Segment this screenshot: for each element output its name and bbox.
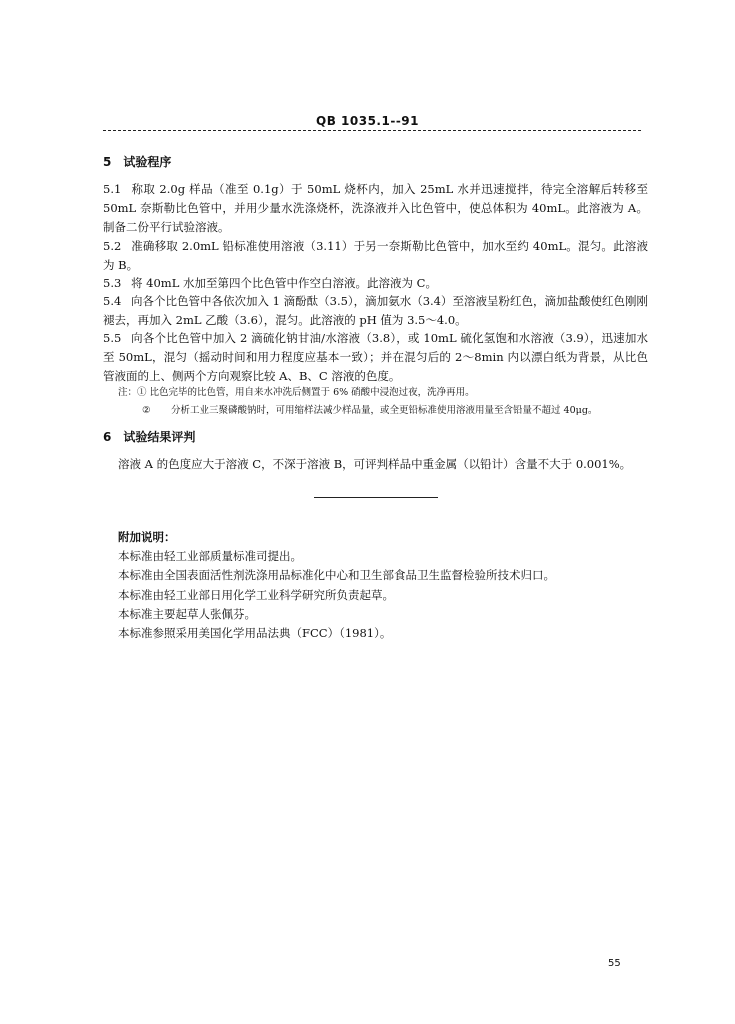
clause-number: 5.2 [103,239,122,253]
standard-code: QB 1035.1--91 [316,114,419,128]
note-1 [118,384,628,402]
note-label: ② [142,405,151,416]
additional-line: 本标准由轻工业部质量标准司提出。 [118,549,302,564]
clause-5-5 [103,329,648,386]
clause-text: 向各个比色管中加入 2 滴硫化钠甘油/水溶液（3.8），或 10mL 硫化氢饱和水溶液（3.9），迅速加水至 50mL，混匀（摇动时间和用力程度应基本一致）；并在混匀后的 2～8min 内以漂白纸为背景，从比色管液面的上、侧两个方向观察比较 A、B、C 溶液的色度。 [103,331,648,383]
additional-line: 本标准主要起草人张佩芬。 [118,606,256,621]
clause-text: 准确移取 2.0mL 铅标准使用溶液（3.11）于另一奈斯勒比色管中，加水至约 40mL。混匀。此溶液为 B。 [103,239,648,272]
clause-5-3 [103,274,648,293]
header-divider [103,130,641,131]
clause-number: 5.3 [103,276,122,290]
section-6-heading: 6 试验结果评判 [103,430,196,444]
clause-number: 5.1 [103,182,122,196]
clause-number: 5.5 [103,331,122,345]
section-5-heading: 5 试验程序 [103,155,172,169]
clause-number: 5.4 [103,294,122,308]
end-divider [314,497,438,498]
additional-title: 附加说明： [118,530,176,544]
note-2 [142,402,652,420]
page-number: 55 [608,958,621,969]
note-text: 分析工业三聚磷酸钠时，可用缩样法减少样品量，或全更铅标准使用溶液用量至含铅量不超过 40μg。 [171,405,598,416]
clause-5-1 [103,180,648,237]
additional-line: 本标准由轻工业部日用化学工业科学研究所负责起草。 [118,587,394,602]
clause-5-2 [103,237,648,275]
note-text: 比色完毕的比色管，用自来水冲洗后侧置于 6% 硝酸中浸泡过夜，洗净再用。 [149,387,475,398]
clause-text: 向各个比色管中各依次加入 1 滴酚酞（3.5），滴加氨水（3.4）至溶液呈粉红色，滴加盐酸使红色刚刚褪去，再加入 2mL 乙酸（3.6），混匀。此溶液的 pH 值为 3.5～4.0。 [103,294,648,327]
note-label: 注：① [118,387,147,398]
clause-5-4 [103,292,648,330]
result-text: 溶液 A 的色度应大于溶液 C，不深于溶液 B，可评判样品中重金属（以铅计）含量不大于 0.001%。 [118,457,632,471]
clause-text: 将 40mL 水加至第四个比色管中作空白溶液。此溶液为 C。 [131,276,437,290]
clause-text: 称取 2.0g 样品（准至 0.1g）于 50mL 烧杯内，加入 25mL 水并迅速搅拌，待完全溶解后转移至 50mL 奈斯勒比色管中，并用少量水洗涤烧杯，洗涤液并入比色管中，使总体积为 40mL。此溶液为 A。制备二份平行试验溶液。 [103,182,648,234]
additional-line: 本标准由全国表面活性剂洗涤用品标准化中心和卫生部食品卫生监督检验所技术归口。 [118,568,555,583]
additional-notes [118,528,638,643]
additional-line: 本标准参照采用美国化学用品法典（FCC）（1981）。 [118,626,392,641]
